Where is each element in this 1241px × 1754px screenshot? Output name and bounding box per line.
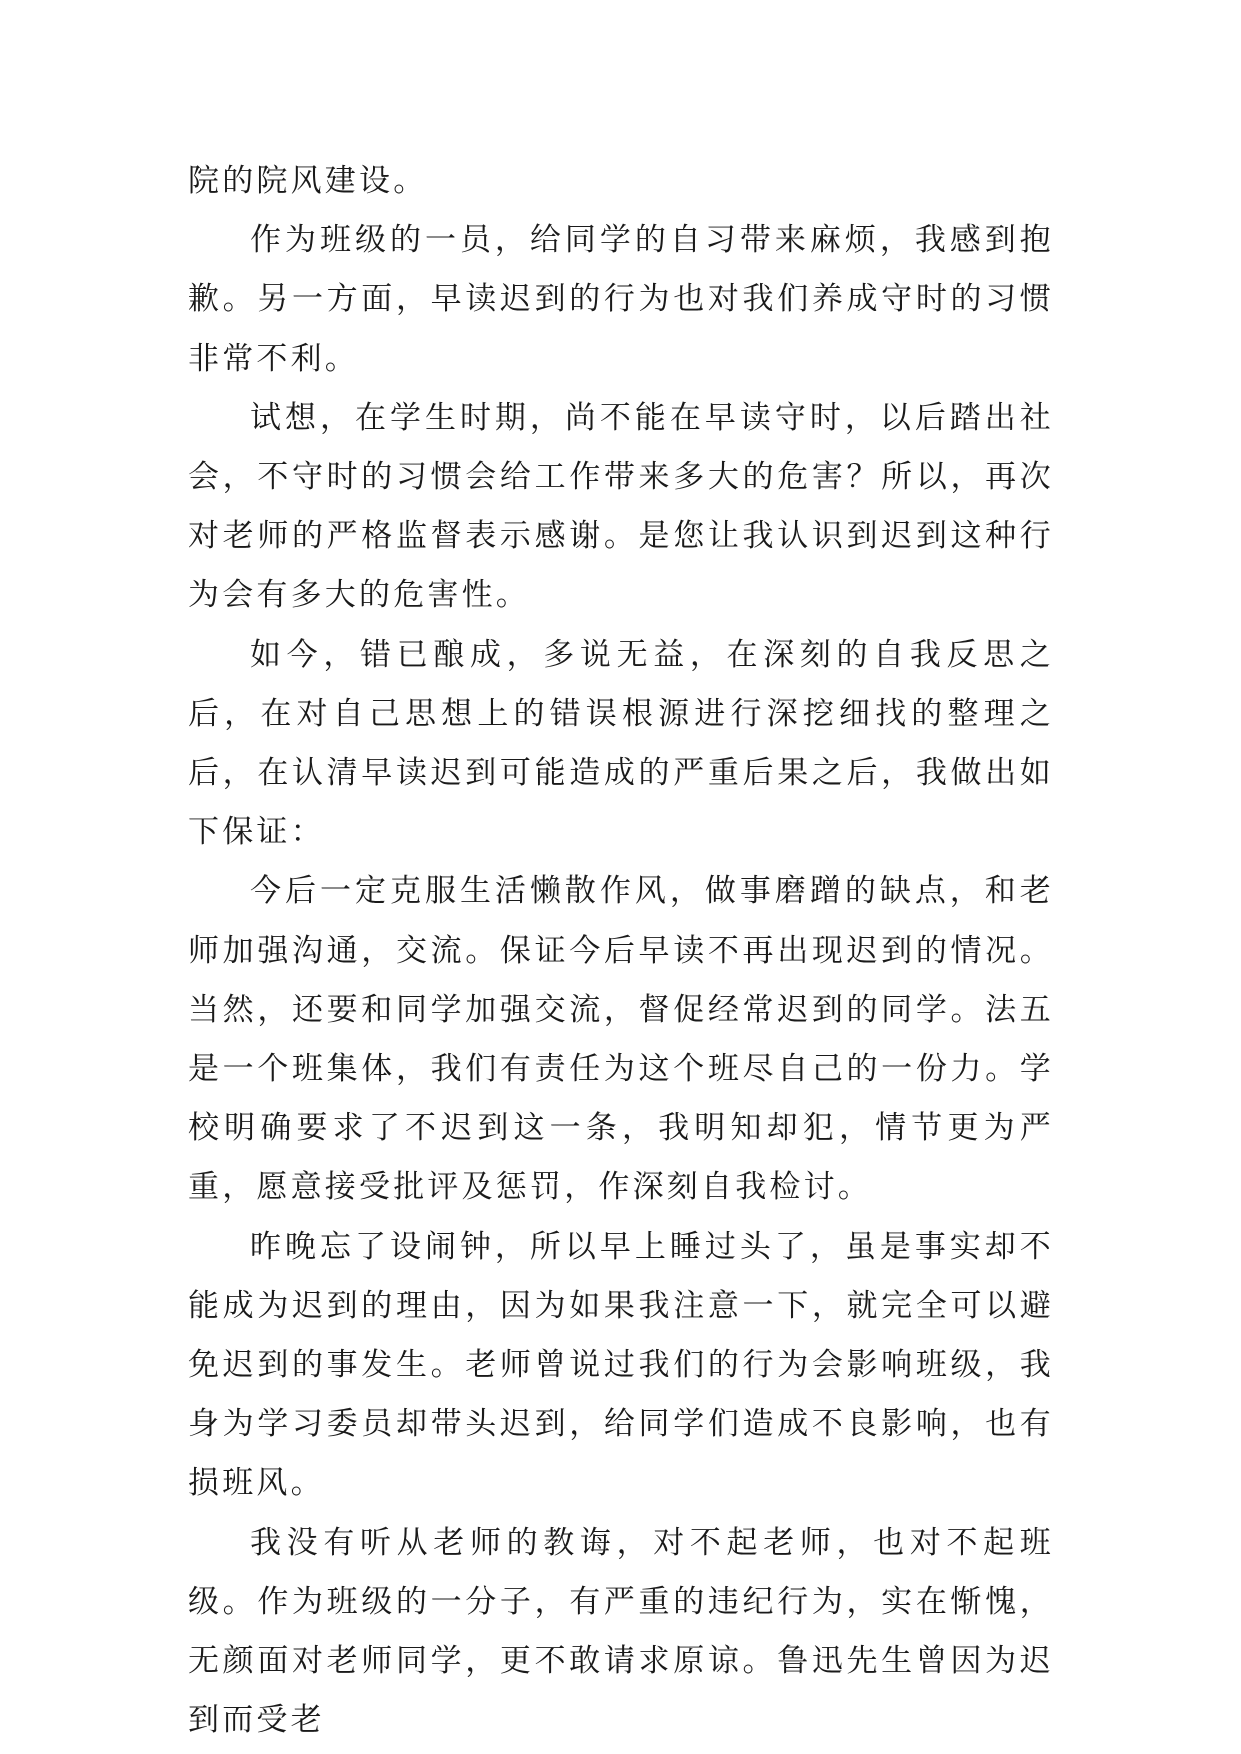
paragraph: 昨晚忘了设闹钟，所以早上睡过头了，虽是事实却不能成为迟到的理由，因为如果我注意一下，就完全可以避免迟到的事发生。老师曾说过我们的行为会影响班级，我身为学习委员却带头迟到，给同学们造成不良影响，也有损班风。 (188, 1228, 1054, 1502)
paragraph: 试想，在学生时期，尚不能在早读守时，以后踏出社会，不守时的习惯会给工作带来多大的危害？所以，再次对老师的严格监督表示感谢。是您让我认识到迟到这种行为会有多大的危害性。 (188, 399, 1054, 614)
paragraph-continued: 院的院风建设。 (188, 163, 428, 199)
paragraph: 我没有听从老师的教诲，对不起老师，也对不起班级。作为班级的一分子，有严重的违纪行为，实在惭愧，无颜面对老师同学，更不敢请求原谅。鲁迅先生曾因为迟到而受老 (188, 1524, 1054, 1739)
paragraph: 作为班级的一员，给同学的自习带来麻烦，我感到抱歉。另一方面，早读迟到的行为也对我们养成守时的习惯非常不利。 (188, 222, 1054, 377)
paragraph: 今后一定克服生活懒散作风，做事磨蹭的缺点，和老师加强沟通，交流。保证今后早读不再出现迟到的情况。当然，还要和同学加强交流，督促经常迟到的同学。法五是一个班集体，我们有责任为这个班尽自己的一份力。学校明确要求了不迟到这一条，我明知却犯，情节更为严重，愿意接受批评及惩罚，作深刻自我检讨。 (188, 873, 1054, 1206)
document-body (188, 152, 1054, 1750)
paragraph: 如今，错已酿成，多说无益，在深刻的自我反思之后，在对自己思想上的错误根源进行深挖细找的整理之后，在认清早读迟到可能造成的严重后果之后，我做出如下保证： (188, 636, 1054, 851)
